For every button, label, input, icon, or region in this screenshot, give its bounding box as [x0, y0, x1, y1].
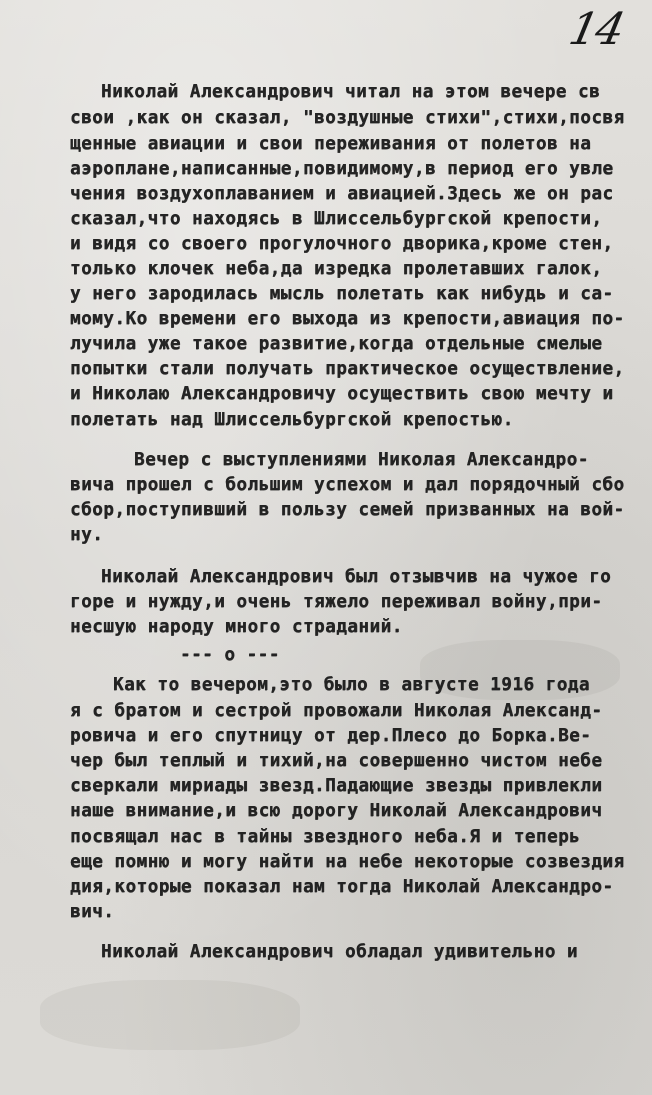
text-line: вича прошел с большим успехом и дал порядочный сбо: [70, 475, 625, 495]
text-line: Вечер с выступлениями Николая Александро-: [134, 450, 589, 470]
text-line: Николай Александрович обладал удивительно и: [101, 942, 578, 962]
text-line: несшую народу много страданий.: [70, 617, 403, 637]
text-line: сверкали мириады звезд.Падающие звезды привлекли: [70, 776, 603, 796]
text-line: я с братом и сестрой провожали Николая Александ-: [70, 701, 603, 721]
text-line: полетать над Шлиссельбургской крепостью.: [70, 410, 514, 430]
text-line: попытки стали получать практическое осуществление,: [70, 359, 625, 379]
text-line: свои ,как он сказал, "воздушные стихи",стихи,посвя: [70, 108, 625, 128]
text-line: посвящал нас в тайны звездного неба.Я и теперь: [70, 827, 581, 847]
text-line: горе и нужду,и очень тяжело переживал войну,при-: [70, 592, 603, 612]
text-line: вич.: [70, 902, 115, 922]
text-line: сбор,поступивший в пользу семей призванных на вой-: [70, 500, 625, 520]
section-separator: --- о ---: [180, 645, 280, 665]
text-line: Как то вечером,это было в августе 1916 года: [113, 675, 590, 695]
paper-stain: [40, 980, 300, 1050]
text-line: у него зародилась мысль полетать как нибудь и са-: [70, 284, 614, 304]
text-line: ну.: [70, 525, 104, 545]
text-line: еще помню и могу найти на небе некоторые созвездия: [70, 852, 625, 872]
text-line: лучила уже такое развитие,когда отдельные смелые: [70, 334, 603, 354]
text-line: щенные авиации и свои переживания от полетов на: [70, 134, 592, 154]
text-line: чер был теплый и тихий,на совершенно чистом небе: [70, 751, 603, 771]
text-line: Николай Александрович читал на этом вечере св: [101, 82, 601, 102]
text-line: наше внимание,и всю дорогу Николай Александрович: [70, 801, 603, 821]
text-line: мому.Ко времени его выхода из крепости,авиация по-: [70, 309, 625, 329]
text-line: аэроплане,написанные,повидимому,в период его увле: [70, 159, 614, 179]
text-line: сказал,что находясь в Шлиссельбургской крепости,: [70, 209, 603, 229]
page-number-handwritten: 14: [564, 4, 628, 55]
text-line: ровича и его спутницу от дер.Плесо до Борка.Ве-: [70, 726, 592, 746]
text-line: и Николаю Александровичу осуществить свою мечту и: [70, 384, 614, 404]
text-line: дия,которые показал нам тогда Николай Александро-: [70, 877, 614, 897]
text-line: только клочек неба,да изредка пролетавших галок,: [70, 259, 603, 279]
text-line: Николай Александрович был отзывчив на чужое го: [101, 567, 612, 587]
text-line: и видя со своего прогулочного дворика,кроме стен,: [70, 234, 614, 254]
text-line: чения воздухоплаванием и авиацией.Здесь же он рас: [70, 184, 614, 204]
